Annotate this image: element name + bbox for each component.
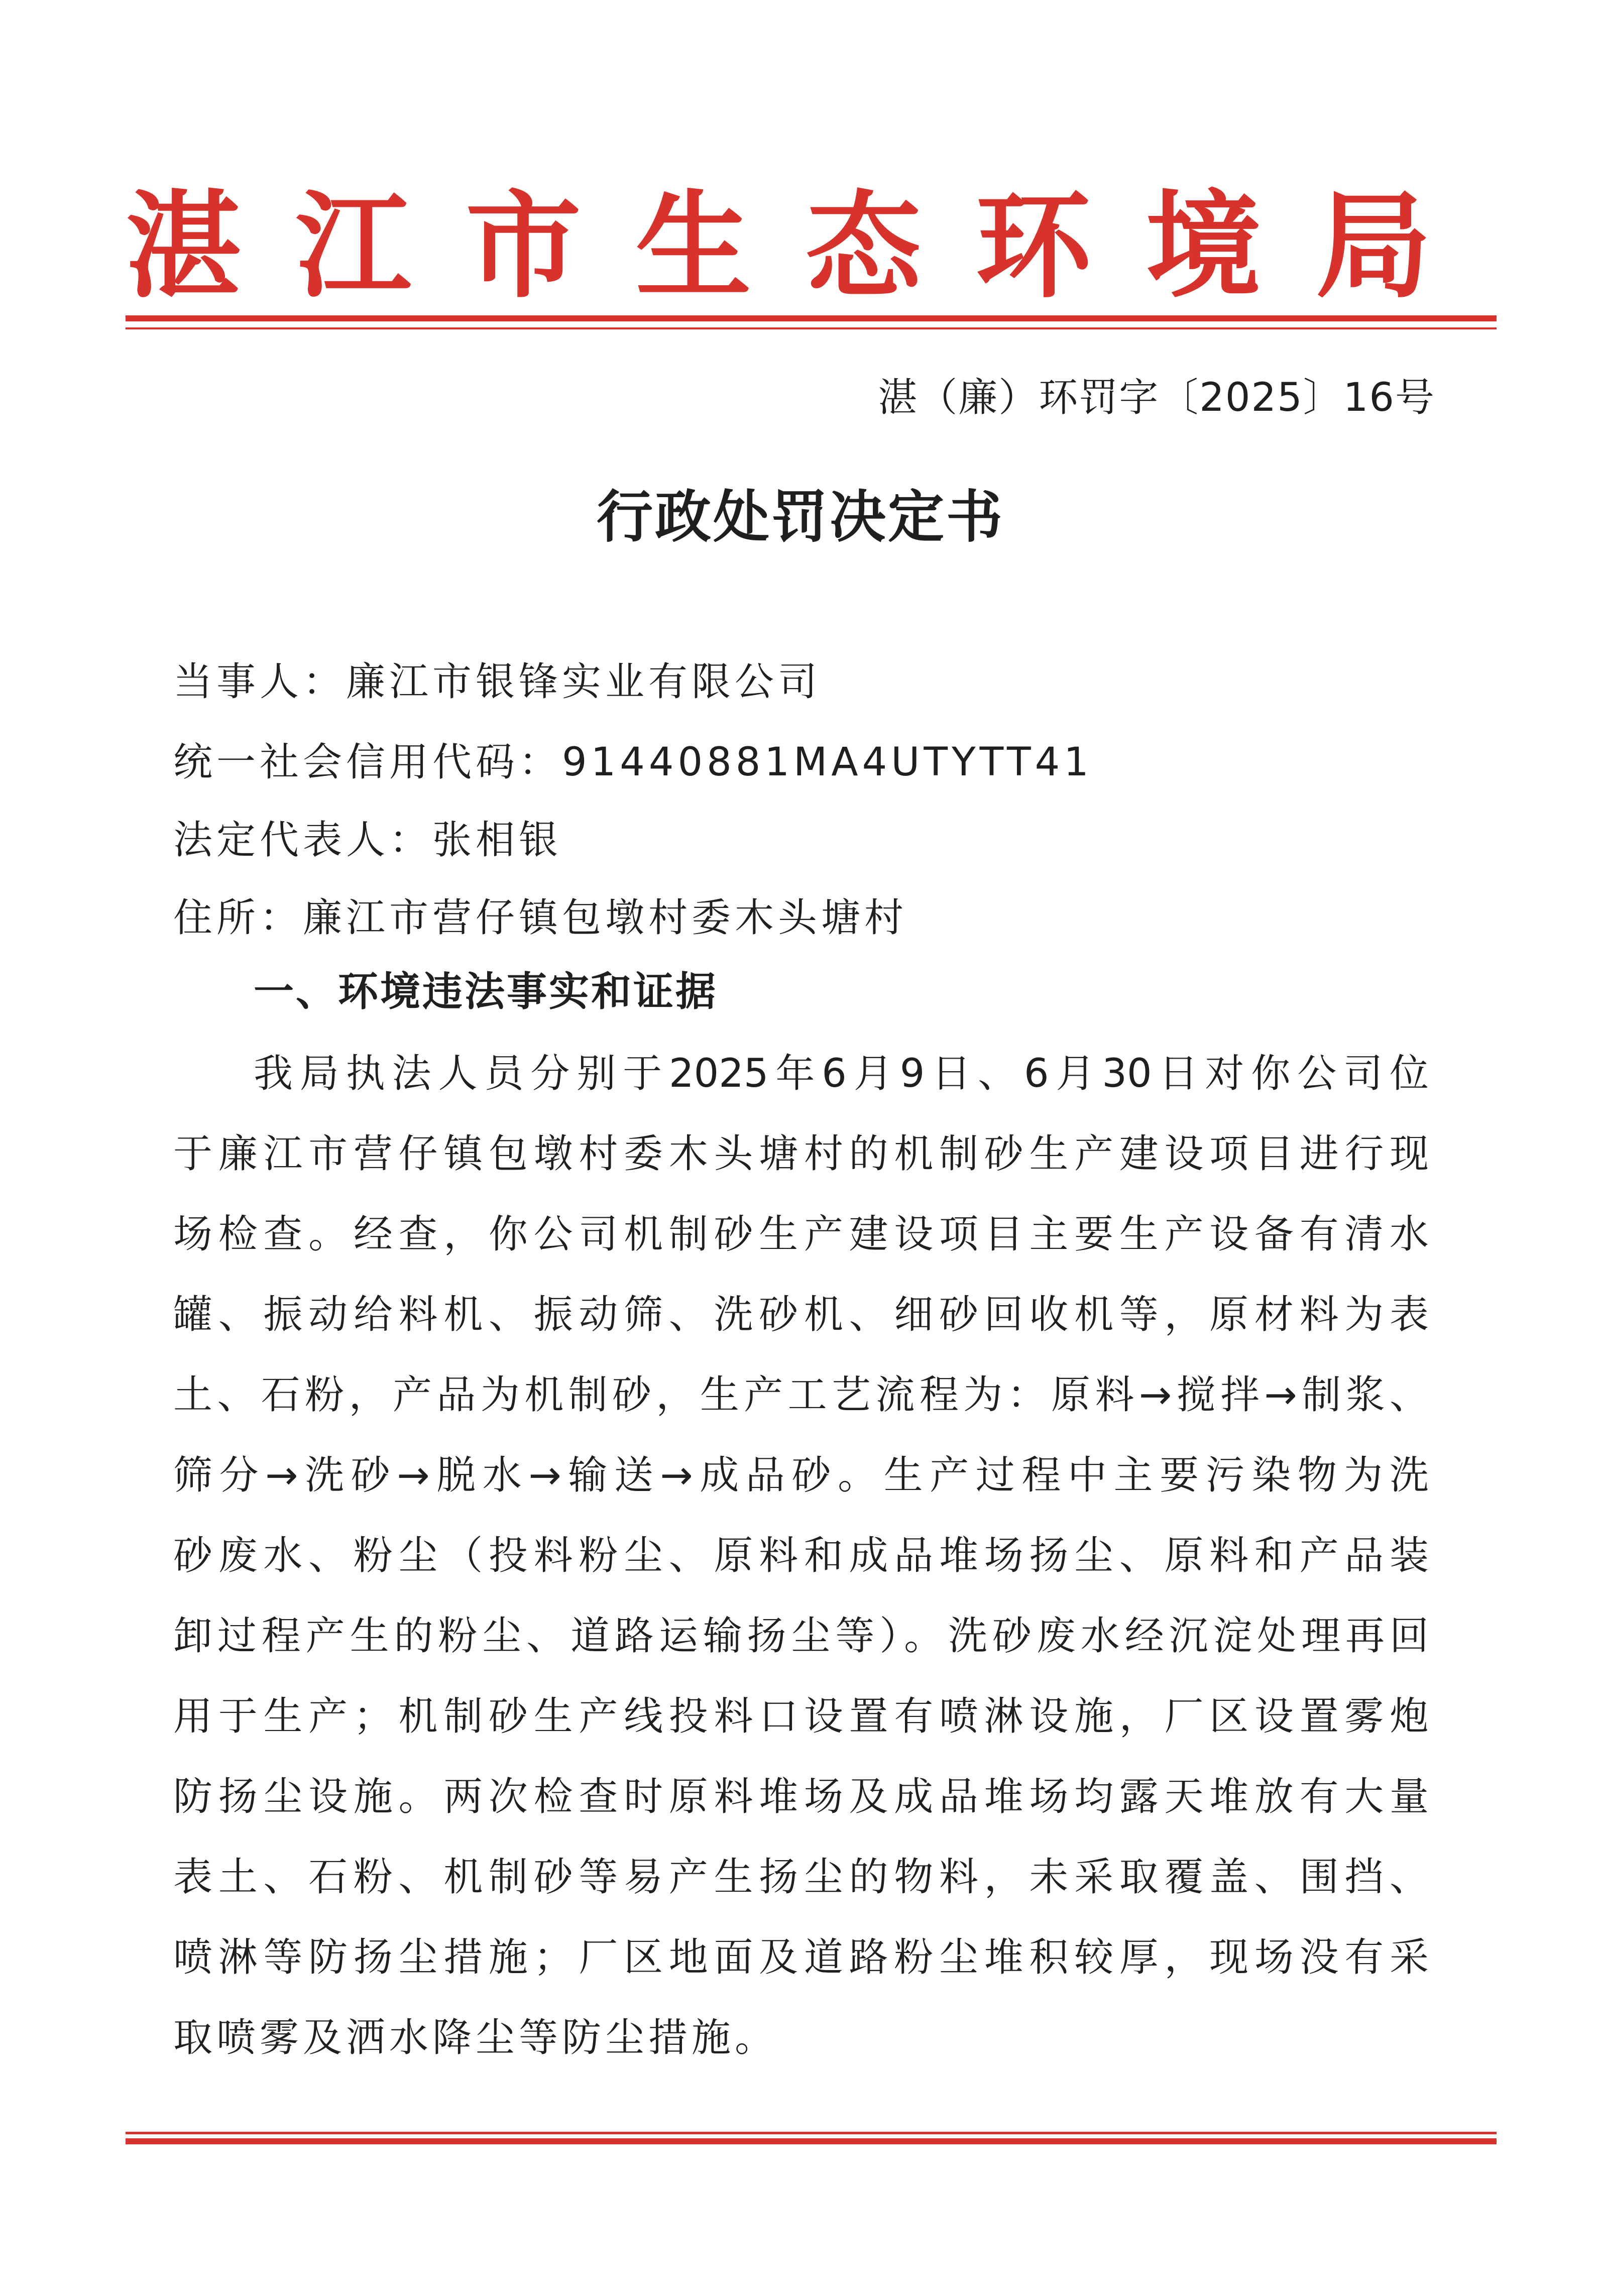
paragraph-line: 于廉江市营仔镇包墩村委木头塘村的机制砂生产建设项目进行现 (173, 1131, 1429, 1177)
paragraph-line: 取喷雾及洒水降尘等防尘措施。 (173, 2015, 778, 2060)
paragraph-line: 卸过程产生的粉尘、道路运输扬尘等）。洗砂废水经沉淀处理再回 (173, 1614, 1429, 1659)
header-rule-thick (126, 315, 1497, 321)
agency-char: 环 (975, 178, 1091, 314)
party-name: 当事人：廉江市银锋实业有限公司 (173, 659, 822, 705)
paragraph-line: 土、石粉，产品为机制砂，生产工艺流程为：原料→搅拌→制浆、 (173, 1372, 1429, 1418)
party-address: 住所：廉江市营仔镇包墩村委木头塘村 (173, 895, 908, 941)
paragraph-line: 场检查。经查，你公司机制砂生产建设项目主要生产设备有清水 (173, 1212, 1429, 1257)
paragraph-line: 筛分→洗砂→脱水→输送→成品砂。生产过程中主要污染物为洗 (173, 1453, 1429, 1498)
agency-name (126, 178, 1431, 314)
agency-char: 湛 (126, 178, 242, 314)
paragraph-line: 我局执法人员分别于2025年6月9日、6月30日对你公司位 (254, 1051, 1429, 1096)
agency-char: 局 (1315, 178, 1431, 314)
paragraph-line: 表土、石粉、机制砂等易产生扬尘的物料，未采取覆盖、围挡、 (173, 1855, 1429, 1900)
agency-char: 态 (806, 178, 922, 314)
document-title: 行政处罚决定书 (597, 484, 1004, 550)
paragraph-line: 防扬尘设施。两次检查时原料堆场及成品堆场均露天堆放有大量 (173, 1774, 1429, 1819)
document-number: 湛（廉）环罚字〔2025〕16号 (878, 375, 1435, 420)
agency-char: 生 (635, 178, 751, 314)
legal-representative: 法定代表人：张相银 (173, 818, 562, 863)
section-heading: 一、环境违法事实和证据 (254, 968, 718, 1015)
credit-code: 统一社会信用代码：91440881MA4UTYTT41 (173, 740, 1093, 785)
agency-char: 江 (295, 178, 411, 314)
paragraph-line: 罐、振动给料机、振动筛、洗砂机、细砂回收机等，原材料为表 (173, 1292, 1429, 1337)
footer-rule-thick (126, 2138, 1497, 2144)
header-rule-thin (126, 327, 1497, 329)
paragraph-line: 喷淋等防扬尘措施；厂区地面及道路粉尘堆积较厚，现场没有采 (173, 1935, 1429, 1980)
agency-char: 境 (1146, 178, 1262, 314)
paragraph-line: 砂废水、粉尘（投料粉尘、原料和成品堆场扬尘、原料和产品装 (173, 1533, 1429, 1578)
footer-rule-thin (126, 2132, 1497, 2134)
paragraph-line: 用于生产；机制砂生产线投料口设置有喷淋设施，厂区设置雾炮 (173, 1694, 1429, 1739)
agency-char: 市 (466, 178, 582, 314)
